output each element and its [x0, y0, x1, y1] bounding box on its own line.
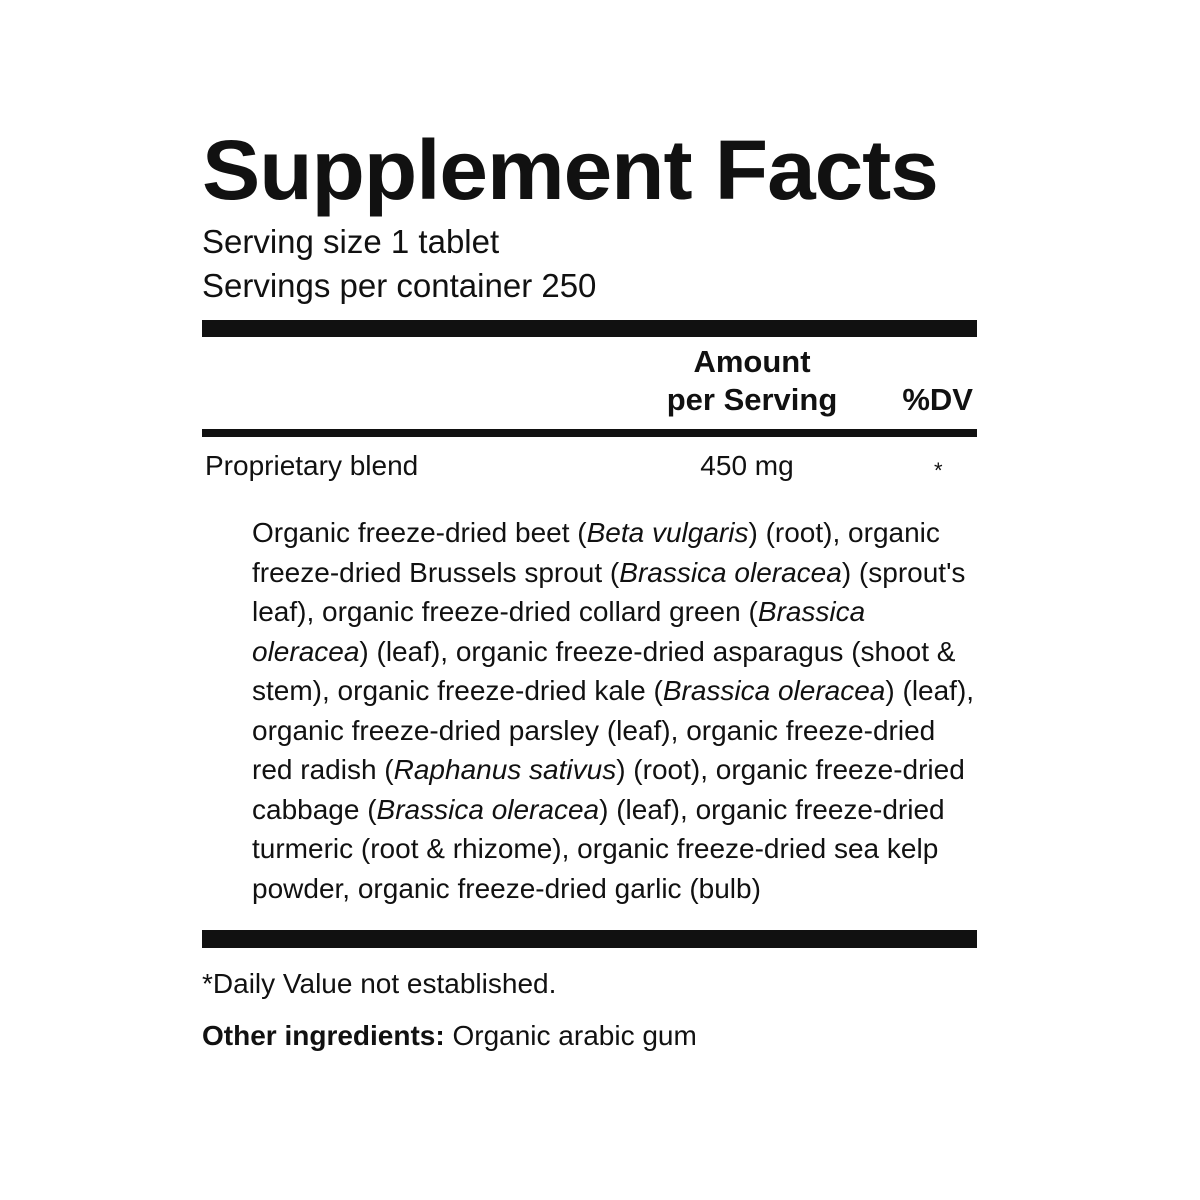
ingredient-species-name: Brassica oleracea	[376, 793, 600, 825]
top-divider	[202, 320, 977, 337]
ingredient-species-name: Brassica oleracea	[619, 556, 842, 588]
ingredient-text: ) (leaf), organic freeze-dried turmeric (root & rhizome), organic freeze-dried sea kelp powder, organic freeze-dried garlic (bulb)	[252, 793, 945, 904]
amount-header-line2: per Serving	[666, 382, 838, 417]
amount-per-serving-header	[642, 343, 862, 419]
ingredient-text: ) (sprout's leaf), organic freeze-dried collard green (	[252, 556, 966, 627]
blend-name: Proprietary blend	[205, 450, 419, 481]
blend-dv: *	[934, 458, 943, 483]
panel-title: Supplement Facts	[202, 123, 938, 217]
serving-size: Serving size 1 tablet	[202, 223, 500, 260]
ingredient-text: ) (root), organic freeze-dried Brussels sprout (	[252, 517, 940, 588]
blend-amount: 450 mg	[700, 450, 794, 481]
blend-ingredients	[252, 513, 982, 908]
daily-value-footnote: *Daily Value not established.	[202, 968, 557, 999]
ingredient-text: ) (leaf), organic freeze-dried parsley (leaf), organic freeze-dried red radish (	[252, 675, 975, 785]
ingredient-species-name: Beta vulgaris	[586, 517, 749, 548]
ingredient-text: Organic freeze-dried beet (	[252, 517, 587, 548]
amount-header-line1: Amount	[693, 344, 811, 379]
table-header	[202, 337, 977, 429]
ingredient-text: ) (leaf), organic freeze-dried asparagus (shoot & stem), organic freeze-dried kale (	[252, 635, 956, 706]
ingredient-species-name: Brassica oleracea	[252, 596, 866, 667]
blend-row	[202, 437, 977, 497]
servings-per-container: Servings per container 250	[202, 267, 597, 304]
dv-header: %DV	[902, 382, 973, 417]
other-ingredients-value: Organic arabic gum	[444, 1020, 697, 1051]
other-ingredients-label: Other ingredients:	[202, 1020, 445, 1051]
header-divider	[202, 429, 977, 437]
ingredient-text: ) (root), organic freeze-dried cabbage (	[252, 754, 965, 825]
ingredient-species-name: Brassica oleracea	[662, 675, 886, 706]
supplement-facts-panel	[202, 120, 977, 1054]
ingredient-species-name: Raphanus sativus	[393, 754, 617, 785]
bottom-divider	[202, 930, 977, 948]
other-ingredients	[202, 1018, 977, 1054]
